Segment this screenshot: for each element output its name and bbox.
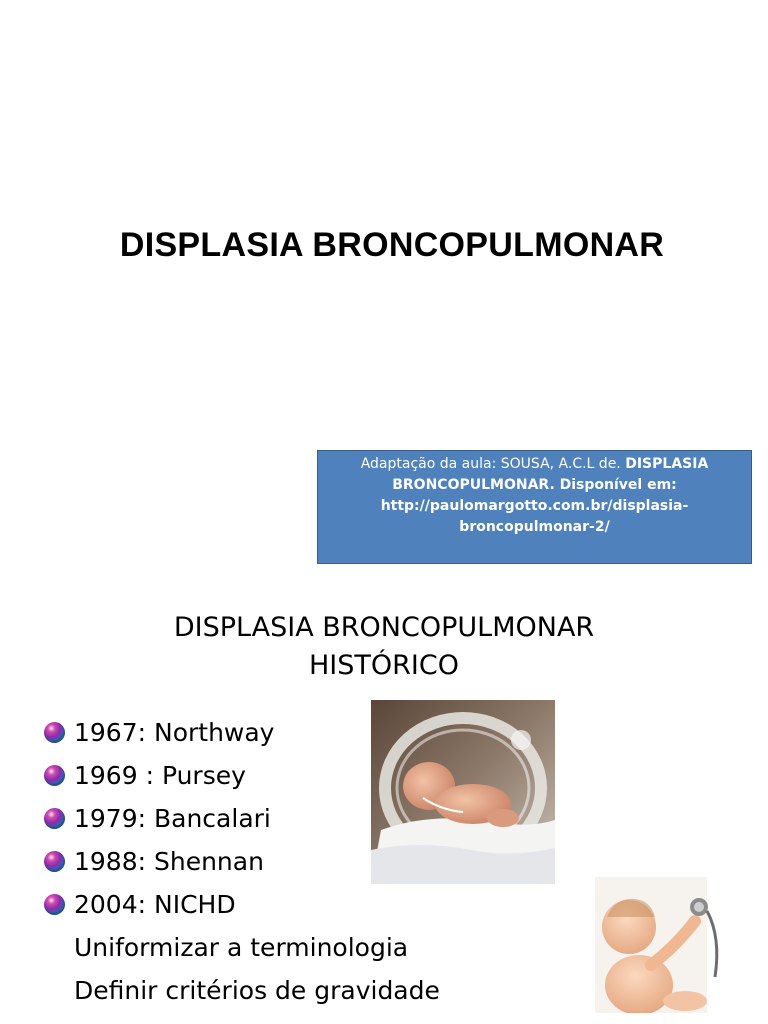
bullet-text: 2004: NICHD	[74, 890, 236, 919]
source-citation-box	[317, 450, 752, 564]
citation-line-1	[330, 454, 739, 475]
sphere-bullet-icon	[44, 894, 65, 915]
sphere-bullet-icon	[44, 851, 65, 872]
incubator-illustration	[371, 700, 555, 884]
bullet-text: 1979: Bancalari	[74, 804, 271, 833]
bullet-text: 1988: Shennan	[74, 847, 264, 876]
citation-line-2: BRONCOPULMONAR. Disponível em:	[392, 477, 677, 493]
baby-illustration	[595, 877, 733, 1013]
bullet-text: 1969 : Pursey	[74, 761, 246, 790]
premature-infant-in-incubator-photo	[371, 700, 555, 884]
citation-line-3: http://paulomargotto.com.br/displasia-	[380, 498, 689, 514]
sphere-bullet-icon	[44, 808, 65, 829]
list-item	[44, 883, 440, 926]
sub-line-text: Uniformizar a terminologia	[74, 933, 409, 962]
slide-history-title: DISPLASIA BRONCOPULMONAR	[173, 612, 595, 643]
bullet-text: 1967: Northway	[74, 718, 275, 747]
citation-prefix: Adaptação da aula: SOUSA, A.C.L de.	[360, 456, 621, 472]
baby-with-stethoscope-photo	[595, 877, 733, 1013]
list-item	[44, 969, 440, 1012]
slide-history-subtitle: HISTÓRICO	[309, 650, 459, 681]
sphere-bullet-icon	[44, 722, 65, 743]
citation-line-4: broncopulmonar-2/	[459, 519, 610, 535]
sphere-bullet-icon	[44, 765, 65, 786]
list-item	[44, 926, 440, 969]
slide-history-heading	[0, 609, 768, 685]
slide-title-heading: DISPLASIA BRONCOPULMONAR	[119, 226, 665, 264]
slide-history	[0, 590, 768, 1024]
sub-line-text: Definir critérios de gravidade	[74, 976, 440, 1005]
citation-title-part1: DISPLASIA	[625, 456, 709, 472]
